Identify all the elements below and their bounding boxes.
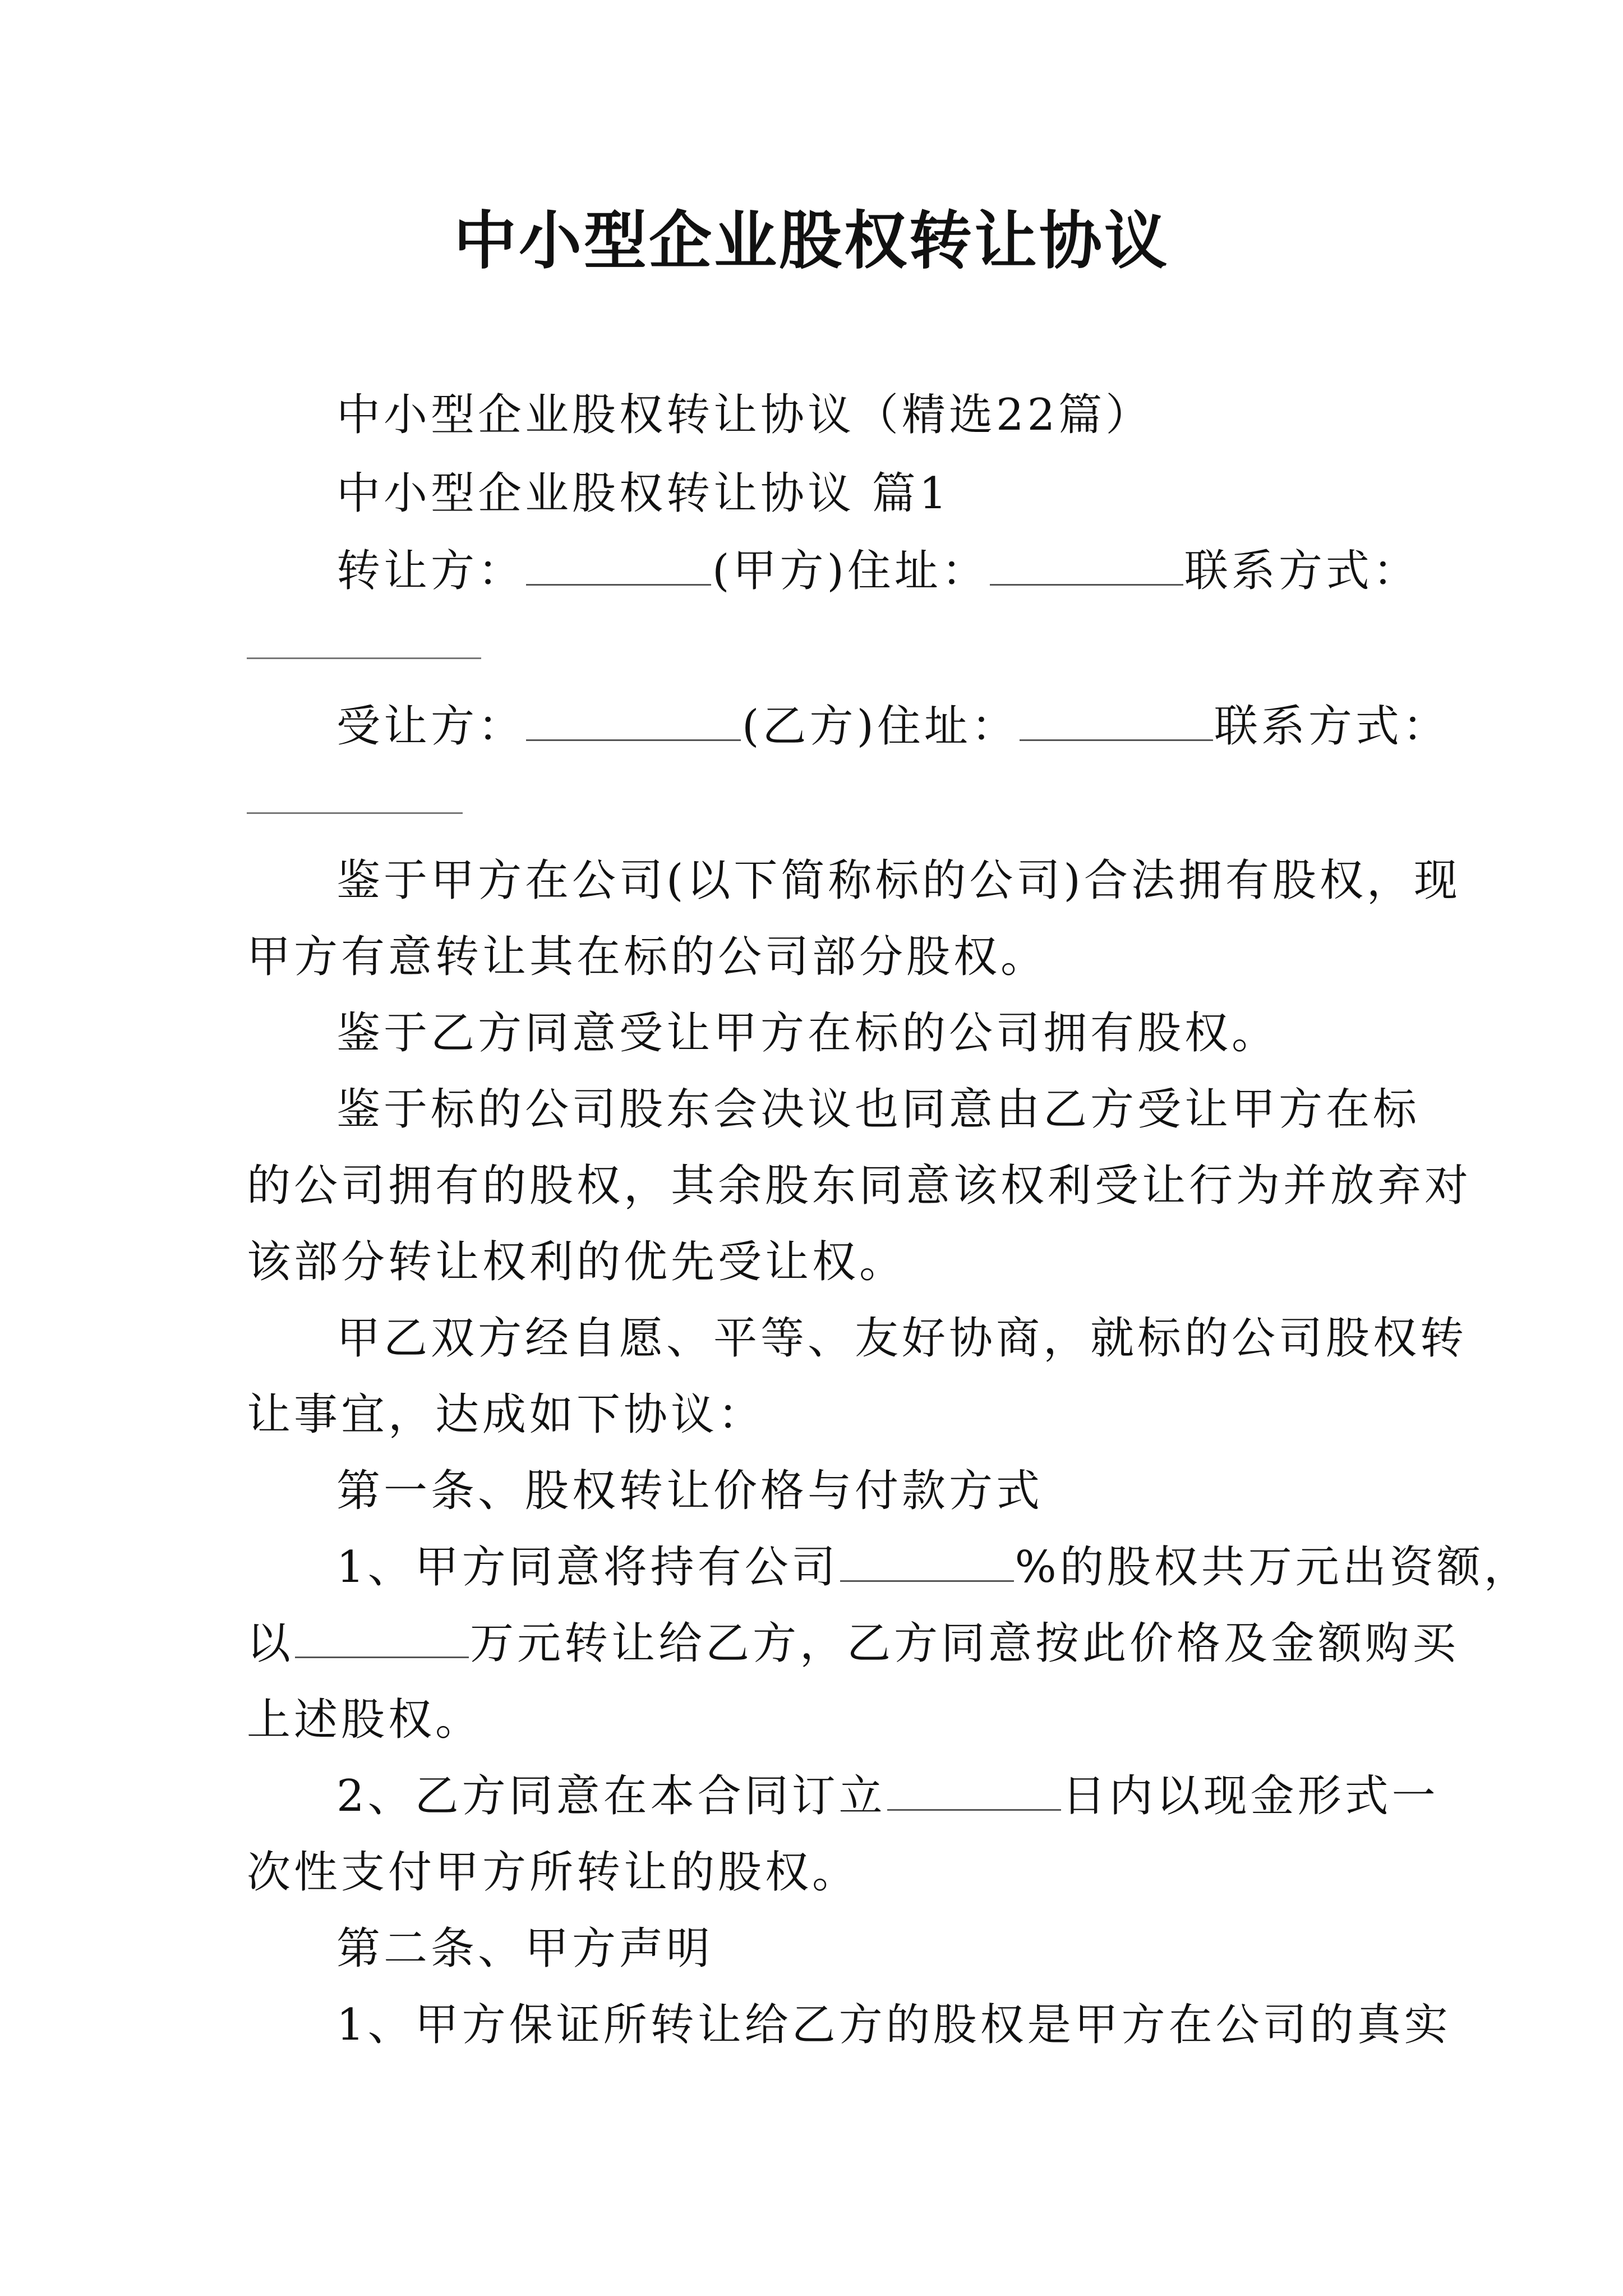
recital-1-line-2: 甲方有意转让其在标的公司部分股权。 <box>247 932 1048 982</box>
recital-2: 鉴于乙方同意受让甲方在标的公司拥有股权。 <box>336 1008 1279 1059</box>
transferor-name-blank <box>526 545 711 586</box>
article-2-item-1: 1、甲方保证所转让给乙方的股权是甲方在公司的真实 <box>336 2000 1451 2050</box>
recital-1-line-1: 鉴于甲方在公司(以下简称标的公司)合法拥有股权，现 <box>336 855 1461 906</box>
transferee-name-blank <box>526 700 741 741</box>
article-1-item-2-text-b: 日内以现金形式一 <box>1062 1771 1439 1821</box>
share-percentage-blank <box>840 1541 1014 1582</box>
transferee-role-label: (乙方)住址： <box>742 701 1018 752</box>
article-1-item-1-text-a: 1、甲方同意将持有公司 <box>336 1542 839 1593</box>
article-2-heading: 第二条、甲方声明 <box>336 1924 714 1974</box>
recital-4-line-1: 甲乙双方经自愿、平等、友好协商，就标的公司股权转 <box>336 1313 1468 1364</box>
transferee-contact-label: 联系方式： <box>1214 701 1450 752</box>
transfer-price-blank <box>295 1617 469 1658</box>
section-heading: 中小型企业股权转让协议 篇1 <box>336 468 951 519</box>
recital-3-line-3: 该部分转让权利的优先受让权。 <box>247 1237 907 1287</box>
transferee-line <box>336 698 1450 754</box>
transferor-contact-label: 联系方式： <box>1184 546 1420 596</box>
transferor-label: 转让方： <box>336 546 525 596</box>
article-1-heading: 第一条、股权转让价格与付款方式 <box>336 1466 1044 1516</box>
article-1-item-2-text-a: 2、乙方同意在本合同订立 <box>336 1771 886 1821</box>
transferor-address-blank <box>990 545 1183 586</box>
transferee-address-blank <box>1020 700 1213 741</box>
article-1-item-1-text-c: 以 <box>247 1618 294 1669</box>
transferor-role-label: (甲方)住址： <box>712 546 989 596</box>
article-1-item-1-line-2 <box>247 1616 1459 1672</box>
document-subtitle: 中小型企业股权转让协议（精选22篇） <box>336 390 1153 440</box>
article-1-item-1-text-d: 万元转让给乙方，乙方同意按此价格及金额购买 <box>470 1618 1460 1669</box>
payment-days-blank <box>887 1770 1061 1811</box>
transferee-contact-blank <box>247 812 463 814</box>
transferor-line <box>336 543 1420 599</box>
recital-3-line-1: 鉴于标的公司股东会决议也同意由乙方受让甲方在标 <box>336 1084 1421 1135</box>
recital-4-line-2: 让事宜，达成如下协议： <box>247 1389 766 1440</box>
transferee-label: 受让方： <box>336 701 525 752</box>
article-1-item-1-line-3: 上述股权。 <box>247 1695 483 1745</box>
article-1-item-1-text-b: %的股权共万元出资额， <box>1015 1542 1531 1593</box>
document-title: 中小型企业股权转让协议 <box>454 204 1169 278</box>
article-1-item-1-line-1 <box>336 1539 1531 1595</box>
transferor-contact-blank <box>247 657 481 659</box>
article-1-item-2-line-2: 次性支付甲方所转让的股权。 <box>247 1847 860 1898</box>
recital-3-line-2: 的公司拥有的股权，其余股东同意该权利受让行为并放弃对 <box>247 1161 1472 1211</box>
article-1-item-2-line-1 <box>336 1768 1439 1824</box>
